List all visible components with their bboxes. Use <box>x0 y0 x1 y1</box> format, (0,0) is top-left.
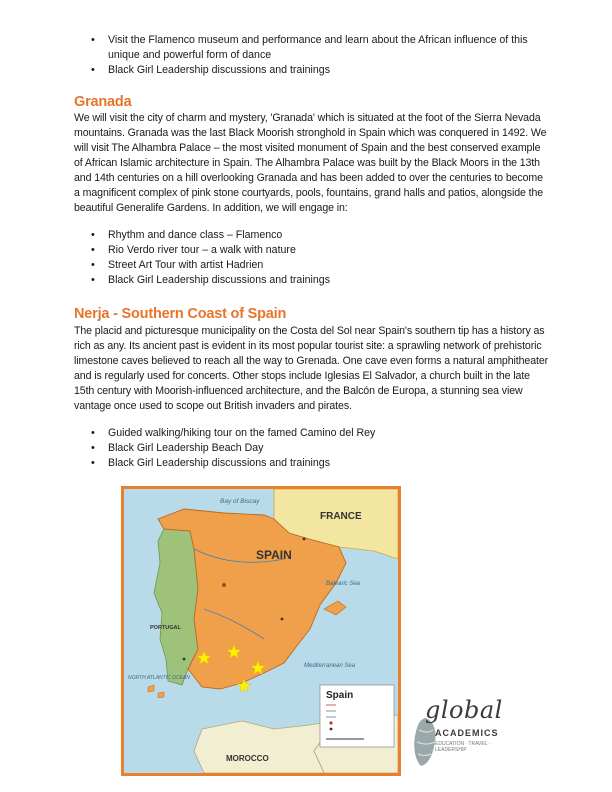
mediterranean-label: Mediterranean Sea <box>304 663 356 669</box>
nerja-paragraph: The placid and picturesque municipality on the Costa del Sol near Spain's southern tip has a history as rich as any. Its ancient past is evident in its most popular tourist site: a sprawling network of prehistoric limestone caves believed to reach all the way to Grenada. One cave even forms a natural amphitheater and is regularly used for concerts. Other stops include Iglesias El Salvador, a church built in the late 15th century with Moorish-influenced architecture, and the Balcón de Europa, a stunning sea view vantage once used to scope out British invaders and pirates. <box>74 325 549 412</box>
list-item: • Black Girl Leadership discussions and trainings <box>74 273 544 288</box>
legend-title: Spain <box>326 690 354 701</box>
granada-paragraph: We will visit the city of charm and mystery, 'Granada' which is situated at the foot of the Sierra Nevada mountains. Granada was the last Black Moorish stronghold in Spain which was conquered in 1492. We will visit The Alhambra Palace – the most visited monument of Spain and the best conserved example of African Islamic architecture in Spain. The Alhambra Palace was built by the Black Moors in the 13th and 14th centuries on a hill overlooking Granada and has been added to over the centuries to become a magnificent complex of pink stone courtyards, pools, fountains, grand halls and patios, alongside the beautiful Generalife Gardens. In addition, we will engage in: <box>74 112 547 214</box>
list-item: • Rhythm and dance class – Flamenco <box>74 228 544 243</box>
city-marker <box>303 538 306 541</box>
city-marker <box>183 658 186 661</box>
nerja-heading: Nerja - Southern Coast of Spain <box>74 306 287 322</box>
spain-label: SPAIN <box>256 548 292 562</box>
list-item: • Guided walking/hiking tour on the famed Camino del Rey <box>74 426 544 441</box>
capital-marker <box>222 583 226 587</box>
nerja-activity-list <box>74 426 544 471</box>
list-item: • Visit the Flamenco museum and performance and learn about the African influence of this unique and powerful form of dance <box>74 33 544 63</box>
legend-dot <box>330 728 333 731</box>
list-item: • Rio Verdo river tour – a walk with nature <box>74 243 544 258</box>
global-academics-logo <box>411 696 503 782</box>
list-item: • Black Girl Leadership discussions and trainings <box>74 63 544 78</box>
spain-map <box>121 486 401 776</box>
portugal-label: PORTUGAL <box>150 625 181 631</box>
map-legend <box>320 685 394 747</box>
spain-map-graphic <box>124 489 398 773</box>
bay-of-biscay-label: Bay of Biscay <box>220 498 260 505</box>
morocco-region <box>194 721 334 773</box>
logo-tagline: EDUCATION · TRAVEL · LEADERSHIP <box>435 741 491 753</box>
france-label: FRANCE <box>320 511 362 522</box>
balearic-sea-label: Balearic Sea <box>326 581 361 587</box>
list-item: • Black Girl Leadership Beach Day <box>74 441 544 456</box>
city-marker <box>281 618 284 621</box>
list-item: • Street Art Tour with artist Hadrien <box>74 258 544 273</box>
atlantic-label: NORTH ATLANTIC OCEAN <box>128 675 190 681</box>
morocco-label: MOROCCO <box>226 754 269 763</box>
logo-academics-text: ACADEMICS <box>435 728 499 738</box>
list-item: • Black Girl Leadership discussions and trainings <box>74 456 544 471</box>
logo-script-text: global <box>425 696 503 724</box>
granada-heading: Granada <box>74 94 132 110</box>
flamenco-activity-list <box>74 33 544 78</box>
legend-dot <box>329 721 332 724</box>
granada-activity-list <box>74 228 544 288</box>
